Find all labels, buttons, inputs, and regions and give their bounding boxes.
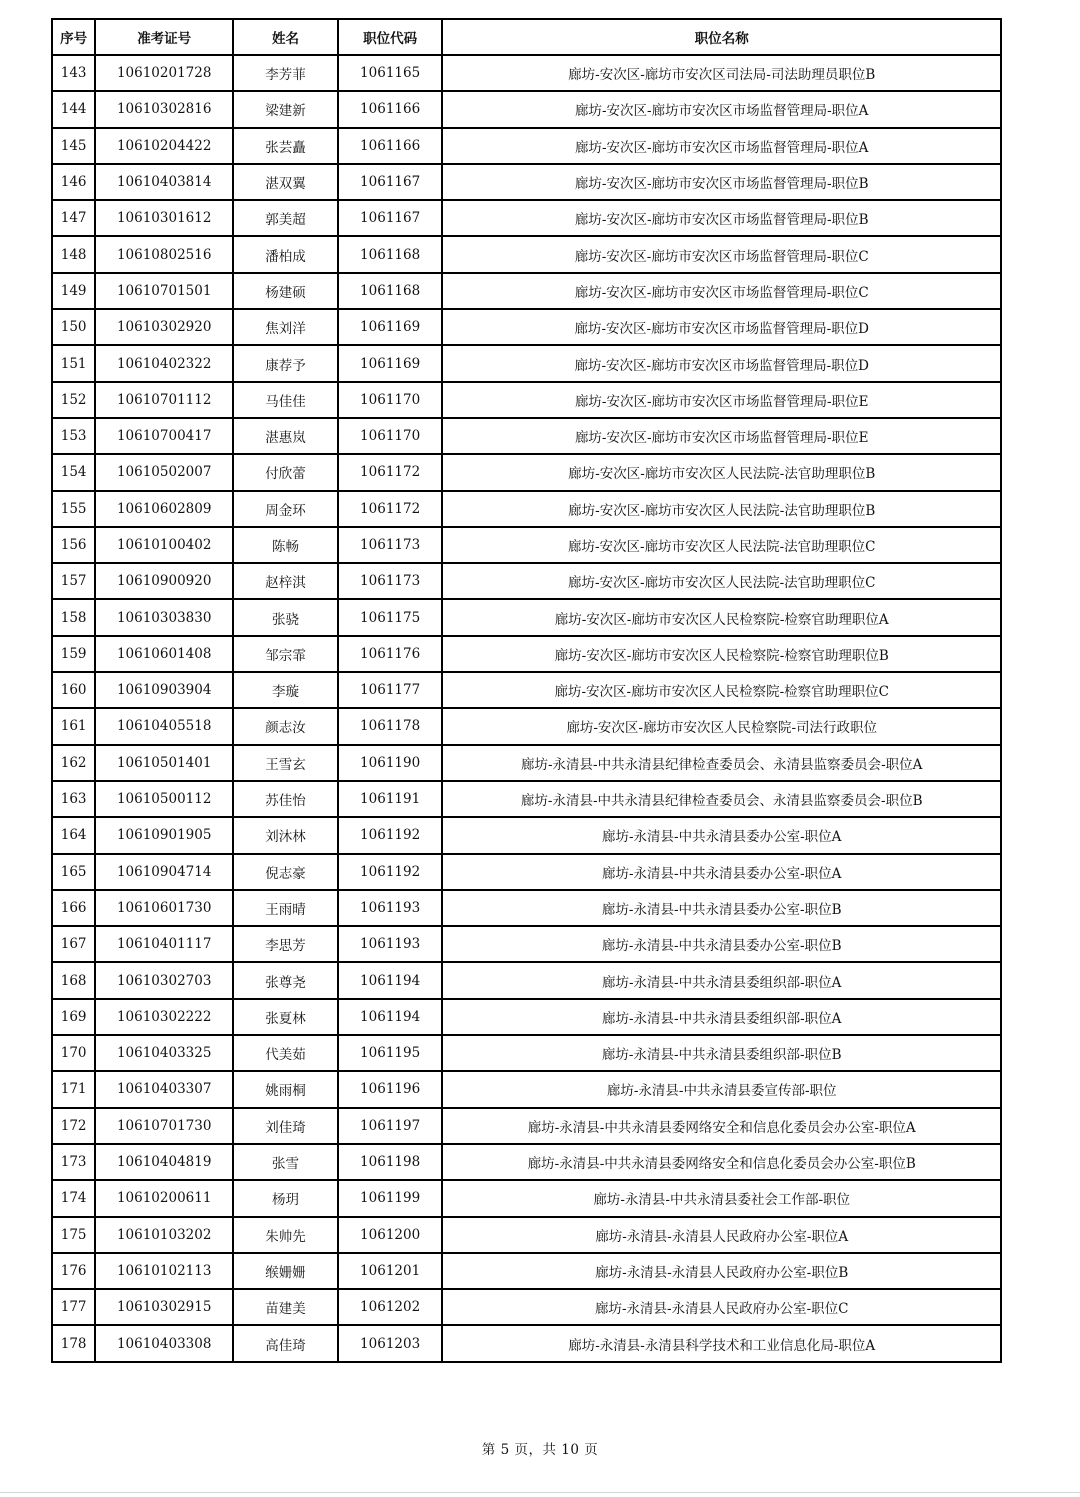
table-row [52, 128, 1001, 164]
cell-seq: 145 [52, 128, 95, 164]
cell-exam-no: 10610204422 [95, 128, 233, 164]
cell-name: 倪志豪 [233, 854, 338, 890]
cell-position-name: 廊坊-安次区-廊坊市安次区人民法院-法官助理职位B [442, 454, 1001, 490]
cell-exam-no: 10610701730 [95, 1108, 233, 1144]
cell-position-code: 1061176 [338, 636, 443, 672]
cell-position-name: 廊坊-永清县-中共永清县委办公室-职位A [442, 854, 1001, 890]
table-row [52, 1144, 1001, 1180]
cell-exam-no: 10610701112 [95, 382, 233, 418]
cell-seq: 173 [52, 1144, 95, 1180]
cell-seq: 161 [52, 708, 95, 744]
cell-exam-no: 10610403814 [95, 164, 233, 200]
table-row [52, 236, 1001, 272]
cell-position-name: 廊坊-安次区-廊坊市安次区司法局-司法助理员职位B [442, 55, 1001, 91]
cell-seq: 150 [52, 309, 95, 345]
cell-seq: 159 [52, 636, 95, 672]
cell-exam-no: 10610302920 [95, 309, 233, 345]
table-row [52, 1180, 1001, 1216]
cell-name: 姚雨桐 [233, 1071, 338, 1107]
cell-name: 陈畅 [233, 527, 338, 563]
table-row [52, 309, 1001, 345]
cell-position-name: 廊坊-永清县-中共永清县委组织部-职位A [442, 999, 1001, 1035]
cell-exam-no: 10610402322 [95, 345, 233, 381]
table-row [52, 345, 1001, 381]
cell-position-name: 廊坊-永清县-中共永清县纪律检查委员会、永清县监察委员会-职位B [442, 781, 1001, 817]
cell-position-code: 1061172 [338, 454, 443, 490]
cell-name: 潘柏成 [233, 236, 338, 272]
cell-seq: 167 [52, 926, 95, 962]
cell-name: 朱帅先 [233, 1217, 338, 1253]
table-row [52, 91, 1001, 127]
cell-exam-no: 10610301612 [95, 200, 233, 236]
table-row [52, 1325, 1001, 1361]
cell-position-code: 1061200 [338, 1217, 443, 1253]
page-number-text: 第 5 页，共 10 页 [481, 1442, 599, 1458]
cell-name: 张雪 [233, 1144, 338, 1180]
cell-position-code: 1061202 [338, 1289, 443, 1325]
cell-seq: 148 [52, 236, 95, 272]
table-row [52, 1035, 1001, 1071]
cell-exam-no: 10610404819 [95, 1144, 233, 1180]
cell-seq: 147 [52, 200, 95, 236]
cell-position-code: 1061190 [338, 745, 443, 781]
cell-name: 王雪玄 [233, 745, 338, 781]
table-row [52, 1253, 1001, 1289]
cell-position-name: 廊坊-永清县-永清县人民政府办公室-职位B [442, 1253, 1001, 1289]
cell-exam-no: 10610200611 [95, 1180, 233, 1216]
cell-position-name: 廊坊-安次区-廊坊市安次区人民检察院-检察官助理职位C [442, 672, 1001, 708]
candidate-table [51, 18, 1002, 1363]
cell-name: 焦刘洋 [233, 309, 338, 345]
cell-exam-no: 10610302703 [95, 962, 233, 998]
cell-position-code: 1061166 [338, 91, 443, 127]
cell-name: 付欣蕾 [233, 454, 338, 490]
header-seq: 序号 [52, 19, 95, 55]
cell-name: 梁建新 [233, 91, 338, 127]
cell-position-name: 廊坊-安次区-廊坊市安次区市场监督管理局-职位B [442, 200, 1001, 236]
cell-position-code: 1061196 [338, 1071, 443, 1107]
table-row [52, 1217, 1001, 1253]
cell-exam-no: 10610303830 [95, 599, 233, 635]
cell-exam-no: 10610302816 [95, 91, 233, 127]
cell-position-name: 廊坊-永清县-中共永清县委组织部-职位A [442, 962, 1001, 998]
cell-name: 高佳琦 [233, 1325, 338, 1361]
cell-seq: 157 [52, 563, 95, 599]
table-header [52, 19, 1001, 55]
cell-position-name: 廊坊-安次区-廊坊市安次区市场监督管理局-职位A [442, 91, 1001, 127]
cell-position-name: 廊坊-永清县-中共永清县纪律检查委员会、永清县监察委员会-职位A [442, 745, 1001, 781]
cell-position-code: 1061169 [338, 345, 443, 381]
table-body [52, 55, 1001, 1362]
cell-exam-no: 10610403325 [95, 1035, 233, 1071]
cell-exam-no: 10610502007 [95, 454, 233, 490]
cell-seq: 177 [52, 1289, 95, 1325]
cell-seq: 156 [52, 527, 95, 563]
cell-position-code: 1061194 [338, 962, 443, 998]
cell-seq: 171 [52, 1071, 95, 1107]
cell-seq: 169 [52, 999, 95, 1035]
cell-position-code: 1061192 [338, 854, 443, 890]
cell-position-code: 1061201 [338, 1253, 443, 1289]
table-row [52, 890, 1001, 926]
cell-position-code: 1061203 [338, 1325, 443, 1361]
cell-seq: 154 [52, 454, 95, 490]
cell-exam-no: 10610201728 [95, 55, 233, 91]
cell-name: 张尊尧 [233, 962, 338, 998]
cell-position-code: 1061173 [338, 527, 443, 563]
cell-seq: 164 [52, 817, 95, 853]
table-row [52, 491, 1001, 527]
table-row [52, 926, 1001, 962]
cell-exam-no: 10610802516 [95, 236, 233, 272]
cell-name: 张骁 [233, 599, 338, 635]
cell-name: 马佳佳 [233, 382, 338, 418]
cell-name: 代美茹 [233, 1035, 338, 1071]
cell-seq: 170 [52, 1035, 95, 1071]
cell-seq: 172 [52, 1108, 95, 1144]
cell-exam-no: 10610302222 [95, 999, 233, 1035]
cell-exam-no: 10610701501 [95, 273, 233, 309]
cell-exam-no: 10610102113 [95, 1253, 233, 1289]
cell-name: 张芸矗 [233, 128, 338, 164]
cell-position-name: 廊坊-永清县-中共永清县委办公室-职位A [442, 817, 1001, 853]
cell-position-code: 1061167 [338, 200, 443, 236]
table-row [52, 164, 1001, 200]
cell-position-code: 1061172 [338, 491, 443, 527]
header-position-name: 职位名称 [442, 19, 1001, 55]
cell-seq: 176 [52, 1253, 95, 1289]
cell-position-name: 廊坊-安次区-廊坊市安次区人民法院-法官助理职位C [442, 563, 1001, 599]
cell-position-name: 廊坊-永清县-永清县人民政府办公室-职位C [442, 1289, 1001, 1325]
cell-position-code: 1061169 [338, 309, 443, 345]
cell-seq: 166 [52, 890, 95, 926]
cell-position-name: 廊坊-安次区-廊坊市安次区人民检察院-检察官助理职位B [442, 636, 1001, 672]
cell-seq: 153 [52, 418, 95, 454]
cell-seq: 149 [52, 273, 95, 309]
cell-seq: 143 [52, 55, 95, 91]
cell-exam-no: 10610302915 [95, 1289, 233, 1325]
cell-name: 湛惠岚 [233, 418, 338, 454]
cell-position-name: 廊坊-安次区-廊坊市安次区市场监督管理局-职位C [442, 236, 1001, 272]
table-row [52, 273, 1001, 309]
cell-position-name: 廊坊-安次区-廊坊市安次区市场监督管理局-职位B [442, 164, 1001, 200]
cell-name: 赵梓淇 [233, 563, 338, 599]
cell-exam-no: 10610405518 [95, 708, 233, 744]
cell-seq: 174 [52, 1180, 95, 1216]
cell-position-name: 廊坊-永清县-永清县科学技术和工业信息化局-职位A [442, 1325, 1001, 1361]
cell-position-code: 1061170 [338, 382, 443, 418]
table-row [52, 1289, 1001, 1325]
cell-position-code: 1061168 [338, 273, 443, 309]
table-row [52, 599, 1001, 635]
table-row [52, 1071, 1001, 1107]
table-row [52, 454, 1001, 490]
cell-seq: 163 [52, 781, 95, 817]
cell-exam-no: 10610900920 [95, 563, 233, 599]
table-row [52, 708, 1001, 744]
cell-name: 颜志汝 [233, 708, 338, 744]
cell-exam-no: 10610403307 [95, 1071, 233, 1107]
cell-name: 张夏林 [233, 999, 338, 1035]
cell-name: 郭美超 [233, 200, 338, 236]
cell-seq: 168 [52, 962, 95, 998]
header-name: 姓名 [233, 19, 338, 55]
cell-position-name: 廊坊-永清县-中共永清县委组织部-职位B [442, 1035, 1001, 1071]
cell-position-name: 廊坊-永清县-中共永清县委社会工作部-职位 [442, 1180, 1001, 1216]
cell-position-name: 廊坊-安次区-廊坊市安次区人民检察院-司法行政职位 [442, 708, 1001, 744]
cell-name: 杨建硕 [233, 273, 338, 309]
cell-position-code: 1061195 [338, 1035, 443, 1071]
cell-name: 王雨晴 [233, 890, 338, 926]
cell-position-code: 1061168 [338, 236, 443, 272]
table-row [52, 962, 1001, 998]
cell-position-name: 廊坊-永清县-中共永清县委网络安全和信息化委员会办公室-职位B [442, 1144, 1001, 1180]
cell-position-code: 1061199 [338, 1180, 443, 1216]
cell-name: 湛双翼 [233, 164, 338, 200]
cell-position-code: 1061167 [338, 164, 443, 200]
cell-exam-no: 10610602809 [95, 491, 233, 527]
page-bottom-divider [0, 1492, 1080, 1493]
cell-position-name: 廊坊-安次区-廊坊市安次区人民检察院-检察官助理职位A [442, 599, 1001, 635]
cell-name: 杨玥 [233, 1180, 338, 1216]
cell-seq: 144 [52, 91, 95, 127]
cell-exam-no: 10610901905 [95, 817, 233, 853]
cell-seq: 160 [52, 672, 95, 708]
cell-position-name: 廊坊-安次区-廊坊市安次区人民法院-法官助理职位B [442, 491, 1001, 527]
cell-position-code: 1061170 [338, 418, 443, 454]
table-row [52, 418, 1001, 454]
cell-position-name: 廊坊-永清县-中共永清县委办公室-职位B [442, 926, 1001, 962]
cell-exam-no: 10610100402 [95, 527, 233, 563]
cell-position-code: 1061192 [338, 817, 443, 853]
cell-name: 邹宗霏 [233, 636, 338, 672]
table-row [52, 672, 1001, 708]
cell-exam-no: 10610904714 [95, 854, 233, 890]
table-row [52, 999, 1001, 1035]
cell-seq: 155 [52, 491, 95, 527]
cell-position-name: 廊坊-安次区-廊坊市安次区市场监督管理局-职位C [442, 273, 1001, 309]
table-row [52, 781, 1001, 817]
header-exam-no: 准考证号 [95, 19, 233, 55]
table-row [52, 817, 1001, 853]
cell-position-code: 1061193 [338, 926, 443, 962]
cell-position-code: 1061197 [338, 1108, 443, 1144]
cell-exam-no: 10610401117 [95, 926, 233, 962]
cell-exam-no: 10610601730 [95, 890, 233, 926]
cell-position-name: 廊坊-安次区-廊坊市安次区市场监督管理局-职位D [442, 309, 1001, 345]
cell-seq: 162 [52, 745, 95, 781]
cell-exam-no: 10610500112 [95, 781, 233, 817]
cell-name: 苏佳怡 [233, 781, 338, 817]
cell-seq: 152 [52, 382, 95, 418]
table-row [52, 55, 1001, 91]
cell-exam-no: 10610903904 [95, 672, 233, 708]
cell-exam-no: 10610601408 [95, 636, 233, 672]
cell-position-code: 1061193 [338, 890, 443, 926]
cell-name: 李璇 [233, 672, 338, 708]
cell-exam-no: 10610403308 [95, 1325, 233, 1361]
cell-name: 刘佳琦 [233, 1108, 338, 1144]
cell-position-name: 廊坊-安次区-廊坊市安次区市场监督管理局-职位D [442, 345, 1001, 381]
cell-seq: 175 [52, 1217, 95, 1253]
cell-position-code: 1061175 [338, 599, 443, 635]
cell-seq: 146 [52, 164, 95, 200]
cell-name: 缑姗姗 [233, 1253, 338, 1289]
cell-seq: 158 [52, 599, 95, 635]
cell-position-code: 1061173 [338, 563, 443, 599]
table-row [52, 745, 1001, 781]
cell-name: 李芳菲 [233, 55, 338, 91]
cell-name: 李思芳 [233, 926, 338, 962]
cell-position-name: 廊坊-永清县-中共永清县委网络安全和信息化委员会办公室-职位A [442, 1108, 1001, 1144]
header-row [52, 19, 1001, 55]
cell-position-code: 1061165 [338, 55, 443, 91]
cell-position-code: 1061178 [338, 708, 443, 744]
cell-position-code: 1061177 [338, 672, 443, 708]
cell-exam-no: 10610501401 [95, 745, 233, 781]
cell-position-name: 廊坊-永清县-永清县人民政府办公室-职位A [442, 1217, 1001, 1253]
cell-position-name: 廊坊-安次区-廊坊市安次区市场监督管理局-职位E [442, 382, 1001, 418]
table-row [52, 382, 1001, 418]
cell-exam-no: 10610103202 [95, 1217, 233, 1253]
cell-position-code: 1061194 [338, 999, 443, 1035]
cell-position-name: 廊坊-安次区-廊坊市安次区市场监督管理局-职位A [442, 128, 1001, 164]
cell-position-name: 廊坊-安次区-廊坊市安次区市场监督管理局-职位E [442, 418, 1001, 454]
table-row [52, 563, 1001, 599]
cell-position-code: 1061198 [338, 1144, 443, 1180]
cell-position-name: 廊坊-安次区-廊坊市安次区人民法院-法官助理职位C [442, 527, 1001, 563]
cell-seq: 178 [52, 1325, 95, 1361]
cell-position-code: 1061166 [338, 128, 443, 164]
cell-seq: 151 [52, 345, 95, 381]
cell-name: 周金环 [233, 491, 338, 527]
table-row [52, 854, 1001, 890]
header-position-code: 职位代码 [338, 19, 443, 55]
cell-position-name: 廊坊-永清县-中共永清县委宣传部-职位 [442, 1071, 1001, 1107]
table-row [52, 636, 1001, 672]
cell-name: 康荐予 [233, 345, 338, 381]
page-footer [0, 1438, 1080, 1458]
cell-name: 刘沐林 [233, 817, 338, 853]
cell-position-name: 廊坊-永清县-中共永清县委办公室-职位B [442, 890, 1001, 926]
cell-exam-no: 10610700417 [95, 418, 233, 454]
cell-name: 苗建美 [233, 1289, 338, 1325]
cell-seq: 165 [52, 854, 95, 890]
table-row [52, 527, 1001, 563]
cell-position-code: 1061191 [338, 781, 443, 817]
table-row [52, 200, 1001, 236]
table-row [52, 1108, 1001, 1144]
